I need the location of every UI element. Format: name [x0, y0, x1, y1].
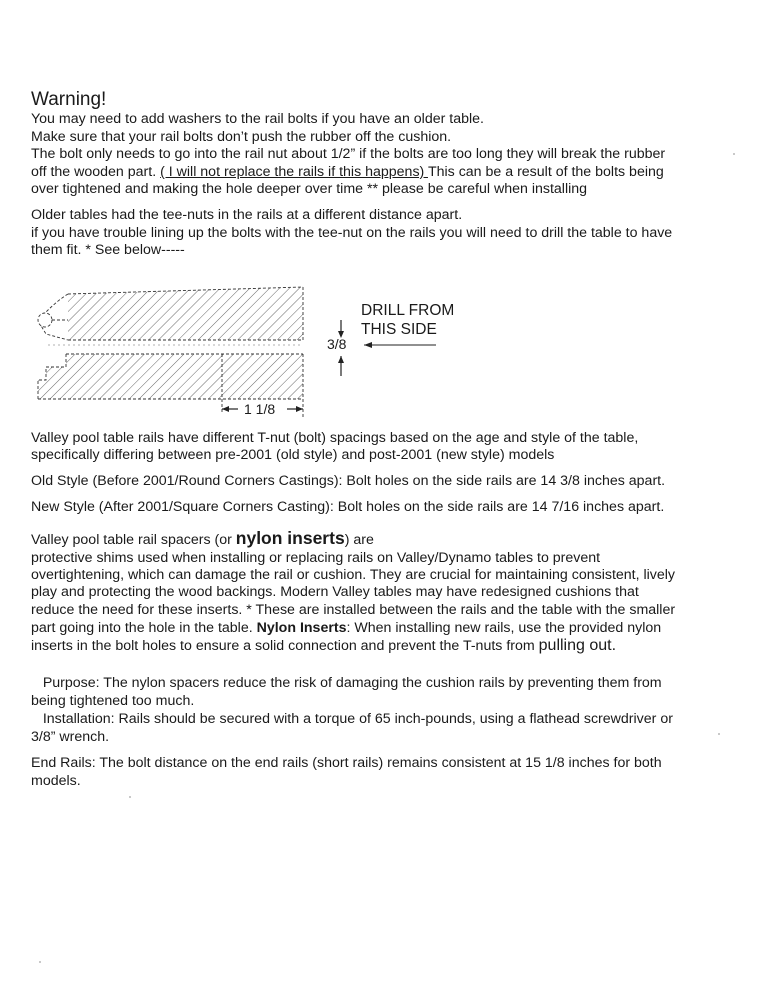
- spacing-intro-line-1: Valley pool table rails have different T-nut (bolt) spacings based on the age and style of the table,: [31, 430, 639, 446]
- spacers-line-3: overtightening, which can damage the rail or cushion. They are crucial for maintaining consistent, lively: [31, 567, 676, 583]
- pulling-out-text: pulling out.: [538, 637, 617, 654]
- bolt-head: [38, 313, 52, 327]
- warning-line-1: You may need to add washers to the rail bolts if you have an older table.: [31, 111, 484, 127]
- drill-label-line-2: THIS SIDE: [361, 321, 437, 338]
- hole-dim-arrowhead-bottom: [338, 356, 344, 363]
- warning-line-3: The bolt only needs to go into the rail nut about 1/2” if the bolts are too long they will break the rubber: [31, 146, 666, 162]
- warning-title: Warning!: [31, 89, 107, 110]
- spacers-line-1-suffix: ) are: [344, 532, 374, 548]
- purpose-line-2: being tightened too much.: [31, 693, 195, 709]
- spacers-line-7: [31, 637, 616, 655]
- spacers-line-6: [31, 620, 661, 637]
- scan-speck: [718, 733, 720, 735]
- scan-speck: [733, 153, 735, 155]
- spacers-line-7-prefix: inserts in the bolt holes to ensure a solid connection and prevent the T-nuts from: [31, 638, 539, 654]
- warning-line-2: Make sure that your rail bolts don’t push the rubber off the cushion.: [31, 129, 452, 145]
- warning-line-4-suffix: This can be a result of the bolts being: [427, 164, 664, 180]
- warning-line-4-prefix: off the wooden part.: [31, 164, 161, 180]
- warning-line-4: [31, 164, 664, 181]
- rail-upper-section: [68, 287, 303, 340]
- drill-label-line-1: DRILL FROM: [361, 302, 455, 319]
- nylon-inserts-label: Nylon Inserts: [256, 620, 347, 636]
- purpose-line-1: Purpose: The nylon spacers reduce the risk of damaging the cushion rails by preventing them from: [31, 675, 662, 691]
- new-style-spacing: New Style (After 2001/Square Corners Casting): Bolt holes on the side rails are 14 7/16 inches apart.: [31, 499, 665, 515]
- spacing-intro-line-2: specifically differing between pre-2001 (old style) and post-2001 (new style) models: [31, 447, 555, 463]
- spacers-line-5: reduce the need for these inserts. * These are installed between the rails and the table with the smaller: [31, 602, 676, 618]
- warning-line-5: over tightened and making the hole deeper over time ** please be careful when installing: [31, 181, 588, 197]
- spacers-line-6-prefix: part going into the hole in the table.: [31, 620, 257, 636]
- length-dim-arrowhead-left: [222, 406, 229, 412]
- older-tables-line-1: Older tables had the tee-nuts in the rails at a different distance apart.: [31, 207, 463, 223]
- scan-speck: [39, 961, 41, 963]
- warning-disclaimer: ( I will not replace the rails if this happens): [160, 164, 428, 180]
- older-tables-line-2: if you have trouble lining up the bolts with the tee-nut on the rails you will need to drill the table to have: [31, 225, 673, 241]
- rail-drilling-diagram: [28, 282, 488, 426]
- length-dim-label: 1 1/8: [244, 401, 276, 417]
- spacers-line-1-prefix: Valley pool table rail spacers (or: [31, 532, 236, 548]
- old-style-spacing: Old Style (Before 2001/Round Corners Castings): Bolt holes on the side rails are 14 3/8 inches apart.: [31, 473, 666, 489]
- spacers-line-6-suffix: : When installing new rails, use the provided nylon: [346, 620, 662, 636]
- scan-speck: [129, 796, 131, 798]
- installation-line-2: 3/8” wrench.: [31, 729, 110, 745]
- spacers-line-2: protective shims used when installing or replacing rails on Valley/Dynamo tables to prevent: [31, 550, 601, 566]
- installation-line-1: Installation: Rails should be secured with a torque of 65 inch-pounds, using a flathead screwdriver or: [31, 711, 673, 727]
- spacers-line-4: play and protecting the wood backings. Modern Valley tables may have redesigned cushions that: [31, 584, 639, 600]
- older-tables-line-3: them fit. * See below-----: [31, 242, 185, 258]
- rail-lower-section: [38, 354, 303, 399]
- nylon-inserts-highlight: nylon inserts: [235, 528, 345, 548]
- end-rails-line-2: models.: [31, 773, 81, 789]
- spacers-line-1: [31, 530, 374, 549]
- drill-arrowhead: [364, 342, 372, 348]
- hole-diameter-label: 3/8: [327, 336, 347, 352]
- end-rails-line-1: End Rails: The bolt distance on the end rails (short rails) remains consistent at 15 1/8 inches for both: [31, 755, 662, 771]
- length-dim-arrowhead-right: [296, 406, 303, 412]
